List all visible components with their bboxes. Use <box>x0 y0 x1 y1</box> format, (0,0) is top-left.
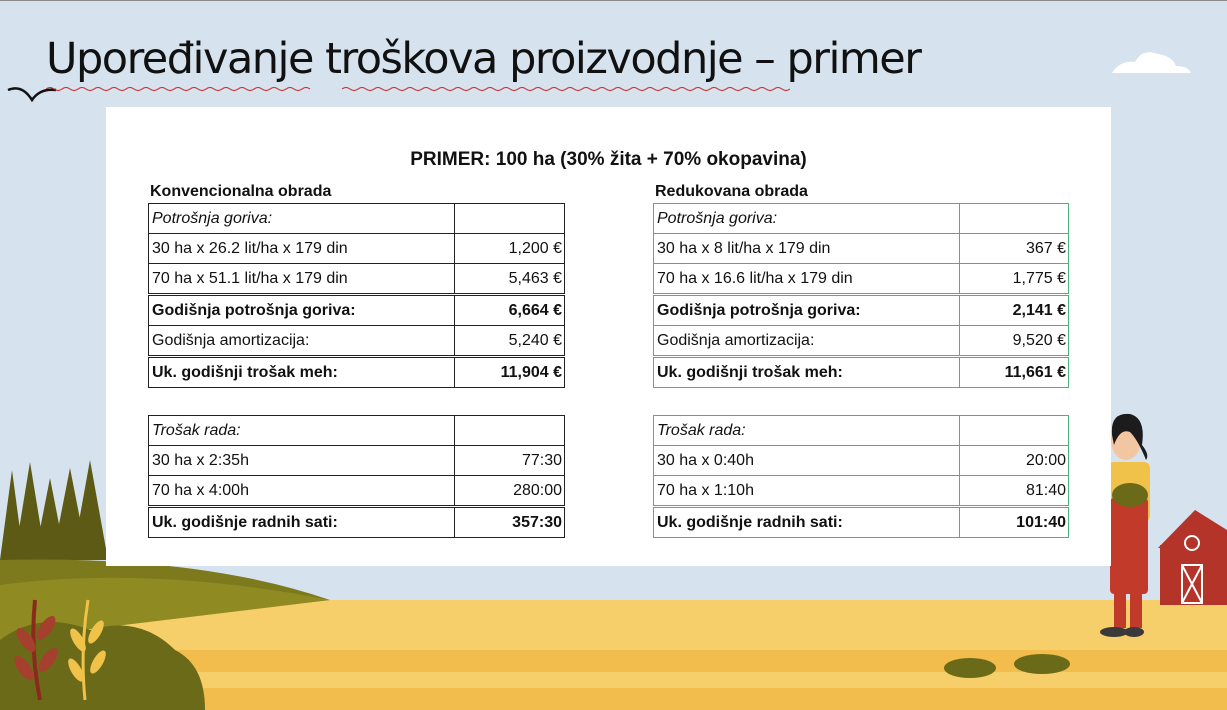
table-row <box>149 357 565 388</box>
right-section-title: Redukovana obrada <box>655 183 808 200</box>
table-row <box>149 446 565 476</box>
right-labor-table <box>653 415 1069 538</box>
fuel-row-label: 30 ha x 26.2 lit/ha x 179 din <box>149 234 455 264</box>
labor-total-value: 357:30 <box>455 507 565 538</box>
mech-total-value: 11,661 € <box>960 357 1069 388</box>
mech-total-value: 11,904 € <box>455 357 565 388</box>
table-row <box>654 357 1069 388</box>
fuel-row-label: 70 ha x 51.1 lit/ha x 179 din <box>149 264 455 295</box>
table-row <box>654 204 1069 234</box>
fuel-total-label: Godišnja potrošnja goriva: <box>149 295 455 326</box>
content-card <box>106 107 1111 566</box>
fuel-header-label: Potrošnja goriva: <box>149 204 455 234</box>
left-labor-table <box>148 415 565 538</box>
labor-total-label: Uk. godišnje radnih sati: <box>149 507 455 538</box>
table-row <box>149 234 565 264</box>
labor-header-label: Trošak rada: <box>149 416 455 446</box>
labor-header-label: Trošak rada: <box>654 416 960 446</box>
table-row <box>654 264 1069 295</box>
right-cost-table <box>653 203 1069 388</box>
amortization-value: 5,240 € <box>455 326 565 357</box>
fuel-row-value: 5,463 € <box>455 264 565 295</box>
labor-row-label: 30 ha x 2:35h <box>149 446 455 476</box>
labor-row-label: 70 ha x 4:00h <box>149 476 455 507</box>
table-row <box>654 295 1069 326</box>
amortization-label: Godišnja amortizacija: <box>654 326 960 357</box>
labor-row-value: 77:30 <box>455 446 565 476</box>
table-row <box>654 446 1069 476</box>
fuel-row-value: 1,200 € <box>455 234 565 264</box>
table-row <box>149 416 565 446</box>
labor-total-label: Uk. godišnje radnih sati: <box>654 507 960 538</box>
slide-title: Upoređivanje troškova proizvodnje – primer <box>46 34 921 84</box>
barn-icon <box>1158 510 1227 605</box>
table-row <box>654 416 1069 446</box>
spellcheck-underline <box>46 86 806 92</box>
left-section-title: Konvencionalna obrada <box>150 183 332 200</box>
left-cost-table <box>148 203 565 388</box>
labor-row-value: 280:00 <box>455 476 565 507</box>
table-row <box>654 476 1069 507</box>
labor-row-value: 20:00 <box>960 446 1069 476</box>
table-row <box>149 264 565 295</box>
labor-row-label: 70 ha x 1:10h <box>654 476 960 507</box>
labor-row-value: 81:40 <box>960 476 1069 507</box>
labor-row-label: 30 ha x 0:40h <box>654 446 960 476</box>
fuel-header-label: Potrošnja goriva: <box>654 204 960 234</box>
mech-total-label: Uk. godišnji trošak meh: <box>654 357 960 388</box>
labor-total-value: 101:40 <box>960 507 1069 538</box>
table-row <box>149 476 565 507</box>
table-row <box>149 326 565 357</box>
fuel-row-value: 1,775 € <box>960 264 1069 295</box>
table-row <box>654 507 1069 538</box>
table-row <box>654 234 1069 264</box>
fuel-row-value: 367 € <box>960 234 1069 264</box>
mech-total-label: Uk. godišnji trošak meh: <box>149 357 455 388</box>
table-row <box>149 295 565 326</box>
fuel-total-value: 2,141 € <box>960 295 1069 326</box>
amortization-label: Godišnja amortizacija: <box>149 326 455 357</box>
table-row <box>654 326 1069 357</box>
fuel-row-label: 30 ha x 8 lit/ha x 179 din <box>654 234 960 264</box>
fuel-total-label: Godišnja potrošnja goriva: <box>654 295 960 326</box>
table-row <box>149 204 565 234</box>
amortization-value: 9,520 € <box>960 326 1069 357</box>
example-heading: PRIMER: 100 ha (30% žita + 70% okopavina) <box>410 149 807 170</box>
fuel-row-label: 70 ha x 16.6 lit/ha x 179 din <box>654 264 960 295</box>
table-row <box>149 507 565 538</box>
fuel-total-value: 6,664 € <box>455 295 565 326</box>
